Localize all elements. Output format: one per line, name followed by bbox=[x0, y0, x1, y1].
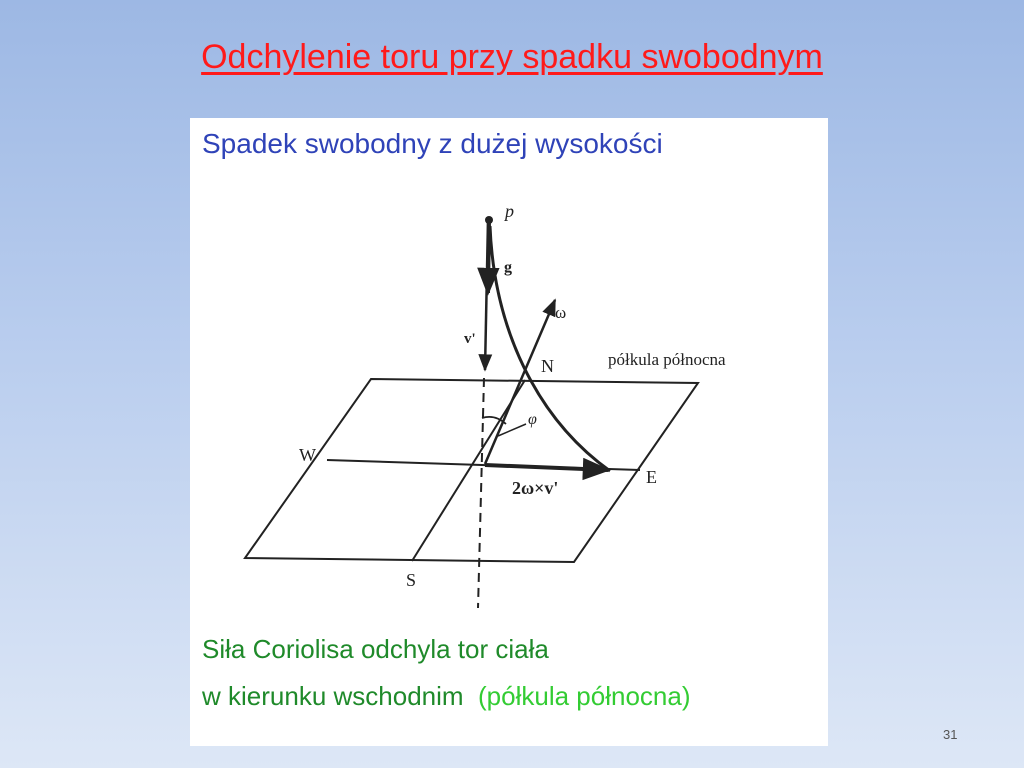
caption-line-2-main: w kierunku wschodnim bbox=[202, 681, 464, 711]
panel-heading: Spadek swobodny z dużej wysokości bbox=[202, 128, 663, 159]
label-W: W bbox=[299, 445, 316, 465]
slide-title: Odchylenie toru przy spadku swobodnym bbox=[201, 38, 823, 76]
caption-line-2-highlight: (półkula północna) bbox=[478, 681, 691, 711]
label-E: E bbox=[646, 467, 657, 487]
diagram-panel bbox=[190, 118, 828, 746]
label-phi: φ bbox=[528, 411, 537, 428]
label-S: S bbox=[406, 570, 417, 590]
label-p: p bbox=[505, 201, 514, 221]
label-omega: ω bbox=[555, 303, 567, 322]
point-p bbox=[485, 216, 493, 224]
label-v: v' bbox=[464, 331, 476, 347]
plumb-line bbox=[478, 378, 484, 608]
label-g: g bbox=[504, 259, 512, 276]
caption-line-1: Siła Coriolisa odchyla tor ciała bbox=[202, 634, 549, 664]
label-N: N bbox=[541, 356, 554, 376]
label-coriolis: 2ω×v' bbox=[512, 478, 559, 498]
panel-caption bbox=[202, 626, 690, 720]
coriolis-arrow bbox=[485, 465, 608, 470]
coriolis-diagram bbox=[190, 118, 828, 618]
caption-line-2 bbox=[202, 673, 690, 720]
slide-number: 31 bbox=[943, 727, 958, 742]
label-hemisphere: półkula północna bbox=[608, 350, 726, 369]
